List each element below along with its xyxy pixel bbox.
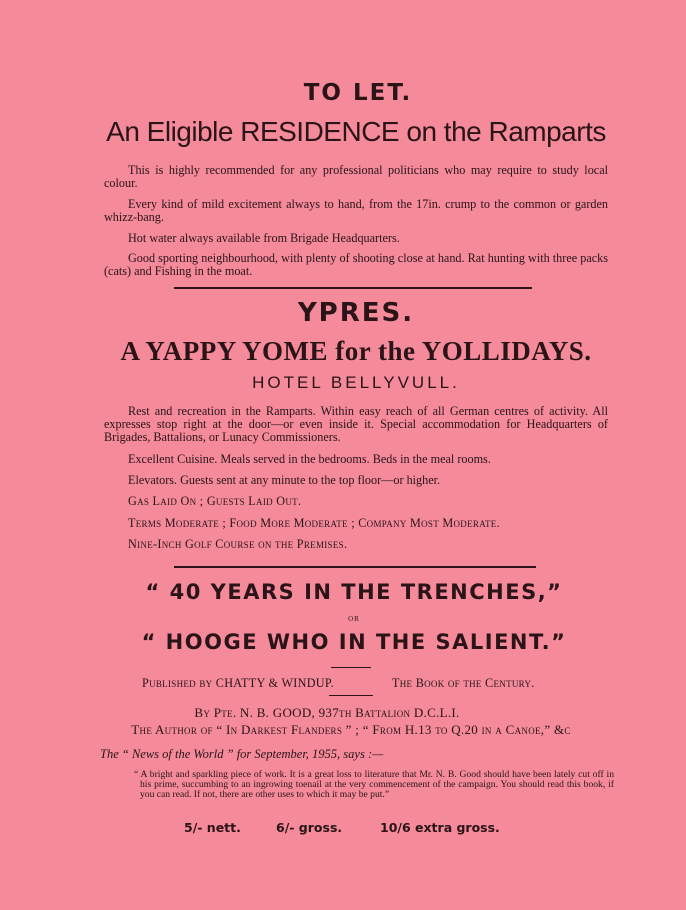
ypres-heading: YPRES. (297, 298, 415, 328)
short-rule-1 (331, 667, 371, 668)
review-intro: The “ News of the World ” for September, 1955, says :— (100, 747, 384, 761)
price-nett: 5/- nett. (184, 820, 241, 835)
price-gross: 6/- gross. (276, 820, 343, 835)
paragraph-hot-water: Hot water always available from Brigade Headquarters. (128, 231, 400, 245)
book-of-century: The Book of the Century. (392, 676, 535, 690)
hotel-intro: Rest and recreation in the Ramparts. Within easy reach of all German centres of activity. All expresses stop right at the door—or even inside it. Special accommodation for Headquarters of Brigades, Battalions, or Lunacy Commissioners. (104, 404, 608, 444)
short-rule-2 (329, 695, 373, 696)
cuisine-line: Excellent Cuisine. Meals served in the bedrooms. Beds in the meal rooms. (128, 452, 491, 466)
published-by: Published by CHATTY & WINDUP. (142, 676, 334, 690)
paragraph-sporting: Good sporting neighbourhood, with plenty of shooting close at hand. Rat hunting with three packs (cats) and Fishing in the moat. (104, 251, 608, 278)
divider-1 (174, 287, 532, 289)
terms-line: Terms Moderate ; Food More Moderate ; Company Most Moderate. (128, 516, 500, 530)
or-separator: OR (348, 615, 360, 623)
paragraph-excitement: Every kind of mild excitement always to hand, from the 17in. crump to the common or garden whizz-bang. (104, 197, 608, 224)
golf-line: Nine-Inch Golf Course on the Premises. (128, 537, 348, 551)
paragraph-politicians: This is highly recommended for any professional politicians who may require to study local colour. (104, 163, 608, 190)
author-line: By Pte. N. B. GOOD, 937th Battalion D.C.L.I. (194, 705, 460, 720)
review-quote: “ A bright and sparkling piece of work. It is a great loss to literature that Mr. N. B. Good should have been lately cut off in his prime, succumbing to an ingrowing toenail at the very commencement of the campaign. You should read this book, if you can read. If not, there are other uses to which it may be put.” (134, 769, 614, 800)
price-extra-gross: 10/6 extra gross. (380, 820, 500, 835)
elevators-line: Elevators. Guests sent at any minute to the top floor—or higher. (128, 473, 441, 487)
to-let-heading: TO LET. (303, 80, 413, 106)
book-title-trenches: “ 40 YEARS IN THE TRENCHES,” (145, 580, 563, 604)
hotel-name: HOTEL BELLYVULL. (252, 373, 460, 392)
author-of-line: The Author of “ In Darkest Flanders ” ; “ From H.13 to Q.20 in a Canoe,” &c (131, 722, 571, 737)
divider-2 (174, 566, 536, 568)
yappy-yome-heading: A YAPPY YOME for the YOLLIDAYS. (120, 336, 592, 366)
gas-line: Gas Laid On ; Guests Laid Out. (128, 494, 302, 508)
residence-subheading: An Eligible RESIDENCE on the Ramparts (106, 116, 606, 147)
book-title-hooge: “ HOOGE WHO IN THE SALIENT.” (141, 630, 567, 654)
